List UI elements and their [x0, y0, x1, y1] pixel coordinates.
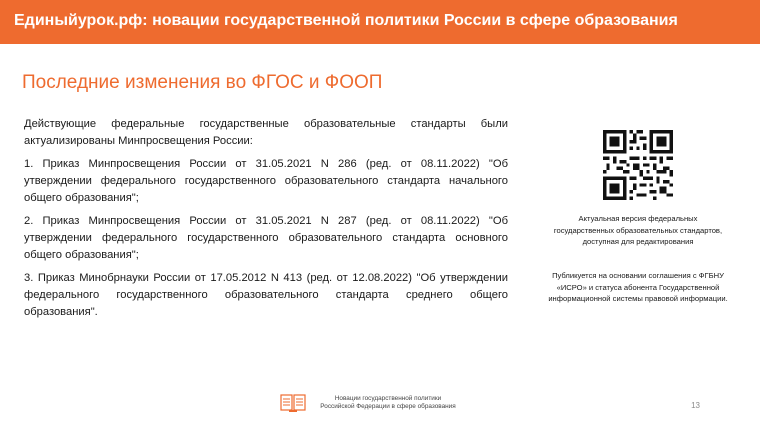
footer-caption-line-1: Новации государственной политики: [334, 395, 442, 402]
footer-caption: [313, 395, 463, 412]
publication-note: Публикуется на основании соглашения с ФГБНУ «ИСРО» и статуса абонента Государственной информационной системы правовой информации.: [548, 271, 728, 304]
order-item-3: 3. Приказ Минобрнауки России от 17.05.2012 N 413 (ред. от 12.08.2022) "Об утверждении федерального государственного образовательного стандарта среднего общего образования".: [24, 272, 508, 318]
qr-code-icon[interactable]: [603, 130, 673, 200]
page-number: 13: [691, 401, 700, 410]
header-bar: [0, 0, 760, 44]
order-item-2: 2. Приказ Минпросвещения России от 31.05.2021 N 287 (ред. от 08.11.2022) "Об утверждении федерального государственного образовательного стандарта основного общего образования";: [24, 215, 508, 261]
header-title: Единыйурок.рф: новации государственной политики России в сфере образования: [14, 12, 678, 29]
book-icon: [280, 393, 306, 413]
footer-caption-line-2: Российской Федерации в сфере образования: [320, 403, 456, 411]
order-item-1: 1. Приказ Минпросвещения России от 31.05.2021 N 286 (ред. от 08.11.2022) "Об утверждении федерального государственного образовательного стандарта начального общего образования";: [24, 158, 508, 204]
version-note: Актуальная версия федеральных государственных образовательных стандартов, доступная для редактирования: [553, 214, 723, 247]
slide-title: Последние изменения во ФГОС и ФООП: [22, 72, 383, 93]
slide-body: [24, 116, 508, 327]
intro-paragraph: Действующие федеральные государственные образовательные стандарты были актуализированы Минпросвещения России:: [24, 118, 508, 147]
